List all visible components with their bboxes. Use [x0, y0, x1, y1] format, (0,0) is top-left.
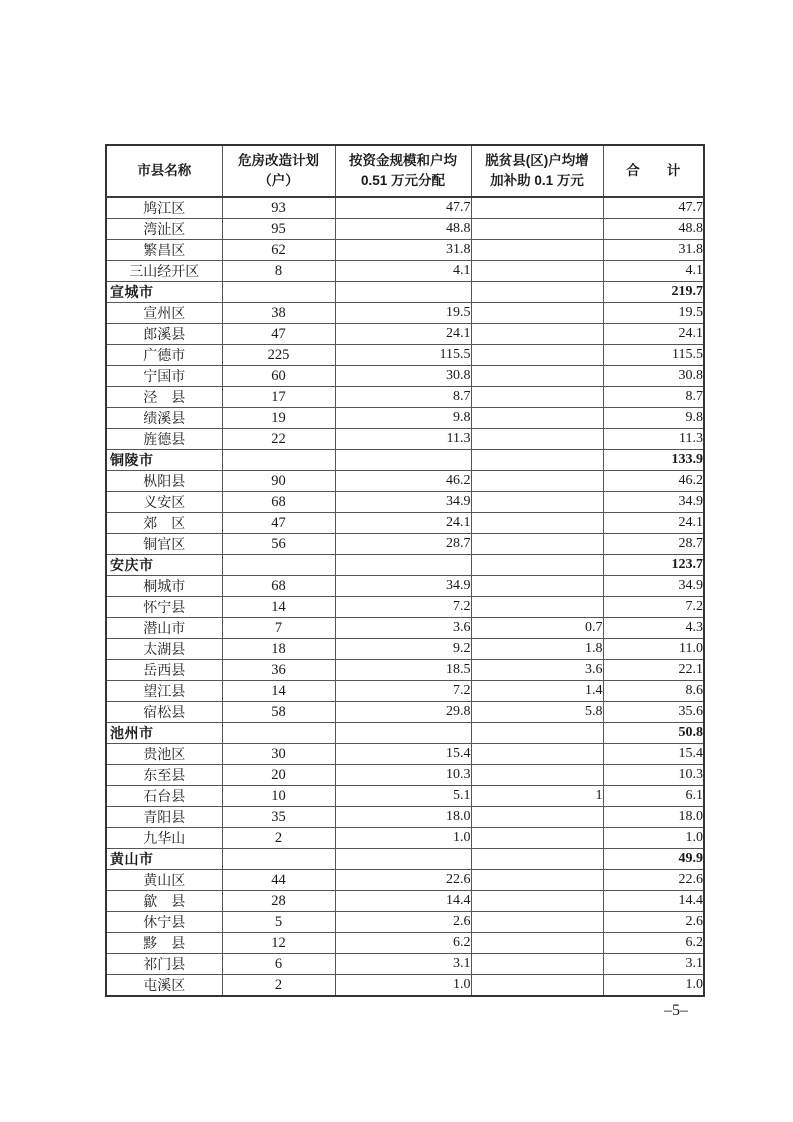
cell-renovation-plan: 93	[222, 197, 335, 219]
city-total-row	[106, 282, 704, 303]
cell-total: 24.1	[603, 513, 704, 534]
cell-poverty-subsidy	[471, 975, 603, 997]
cell-fund-allocation: 5.1	[335, 786, 471, 807]
cell-total: 18.0	[603, 807, 704, 828]
cell-total: 7.2	[603, 597, 704, 618]
county-row	[106, 954, 704, 975]
cell-total: 28.7	[603, 534, 704, 555]
cell-total: 22.6	[603, 870, 704, 891]
cell-renovation-plan: 20	[222, 765, 335, 786]
city-total-row	[106, 555, 704, 576]
cell-poverty-subsidy	[471, 219, 603, 240]
cell-poverty-subsidy	[471, 197, 603, 219]
cell-total: 50.8	[603, 723, 704, 744]
cell-fund-allocation: 34.9	[335, 576, 471, 597]
cell-county-name: 岳西县	[106, 660, 222, 681]
cell-fund-allocation: 6.2	[335, 933, 471, 954]
cell-fund-allocation: 8.7	[335, 387, 471, 408]
county-row	[106, 387, 704, 408]
county-row	[106, 975, 704, 997]
cell-poverty-subsidy	[471, 429, 603, 450]
county-row	[106, 597, 704, 618]
cell-renovation-plan: 47	[222, 324, 335, 345]
cell-total: 19.5	[603, 303, 704, 324]
county-row	[106, 492, 704, 513]
cell-total: 34.9	[603, 576, 704, 597]
cell-renovation-plan: 56	[222, 534, 335, 555]
cell-renovation-plan: 19	[222, 408, 335, 429]
cell-fund-allocation	[335, 450, 471, 471]
cell-fund-allocation: 46.2	[335, 471, 471, 492]
cell-poverty-subsidy	[471, 891, 603, 912]
cell-county-name: 铜陵市	[106, 450, 222, 471]
cell-county-name: 祁门县	[106, 954, 222, 975]
cell-fund-allocation: 1.0	[335, 828, 471, 849]
header-total	[603, 145, 704, 197]
county-row	[106, 702, 704, 723]
cell-county-name: 绩溪县	[106, 408, 222, 429]
cell-renovation-plan: 225	[222, 345, 335, 366]
cell-poverty-subsidy	[471, 282, 603, 303]
cell-total: 4.3	[603, 618, 704, 639]
cell-poverty-subsidy	[471, 912, 603, 933]
cell-total: 47.7	[603, 197, 704, 219]
cell-fund-allocation: 7.2	[335, 597, 471, 618]
cell-fund-allocation: 9.8	[335, 408, 471, 429]
cell-poverty-subsidy: 1	[471, 786, 603, 807]
cell-county-name: 休宁县	[106, 912, 222, 933]
cell-fund-allocation: 24.1	[335, 324, 471, 345]
cell-poverty-subsidy	[471, 828, 603, 849]
county-row	[106, 471, 704, 492]
cell-poverty-subsidy	[471, 576, 603, 597]
cell-poverty-subsidy: 0.7	[471, 618, 603, 639]
cell-county-name: 广德市	[106, 345, 222, 366]
cell-poverty-subsidy	[471, 471, 603, 492]
cell-poverty-subsidy	[471, 408, 603, 429]
header-renovation-plan	[222, 145, 335, 197]
cell-county-name: 鸠江区	[106, 197, 222, 219]
cell-poverty-subsidy	[471, 870, 603, 891]
cell-renovation-plan: 5	[222, 912, 335, 933]
county-row	[106, 576, 704, 597]
cell-renovation-plan: 10	[222, 786, 335, 807]
county-row	[106, 786, 704, 807]
header-renovation-plan-line1: 危房改造计划	[238, 153, 319, 169]
cell-renovation-plan: 17	[222, 387, 335, 408]
cell-county-name: 黄山市	[106, 849, 222, 870]
county-row	[106, 933, 704, 954]
cell-fund-allocation	[335, 555, 471, 576]
cell-total: 48.8	[603, 219, 704, 240]
cell-county-name: 宣州区	[106, 303, 222, 324]
cell-fund-allocation: 14.4	[335, 891, 471, 912]
cell-total: 219.7	[603, 282, 704, 303]
cell-poverty-subsidy	[471, 324, 603, 345]
cell-renovation-plan: 95	[222, 219, 335, 240]
cell-poverty-subsidy	[471, 723, 603, 744]
cell-fund-allocation: 1.0	[335, 975, 471, 997]
county-row	[106, 534, 704, 555]
cell-renovation-plan: 18	[222, 639, 335, 660]
cell-total: 46.2	[603, 471, 704, 492]
cell-fund-allocation: 7.2	[335, 681, 471, 702]
county-row	[106, 660, 704, 681]
cell-renovation-plan: 7	[222, 618, 335, 639]
cell-poverty-subsidy	[471, 513, 603, 534]
cell-county-name: 湾沚区	[106, 219, 222, 240]
cell-poverty-subsidy	[471, 555, 603, 576]
cell-fund-allocation: 30.8	[335, 366, 471, 387]
cell-county-name: 宿松县	[106, 702, 222, 723]
cell-county-name: 黟 县	[106, 933, 222, 954]
county-row	[106, 828, 704, 849]
county-row	[106, 807, 704, 828]
header-poverty-subsidy-line1: 脱贫县(区)户均增	[485, 153, 589, 169]
cell-renovation-plan: 14	[222, 597, 335, 618]
cell-county-name: 铜官区	[106, 534, 222, 555]
cell-county-name: 屯溪区	[106, 975, 222, 997]
cell-county-name: 郊 区	[106, 513, 222, 534]
cell-county-name: 石台县	[106, 786, 222, 807]
cell-fund-allocation: 34.9	[335, 492, 471, 513]
county-row	[106, 408, 704, 429]
county-row	[106, 891, 704, 912]
cell-fund-allocation: 19.5	[335, 303, 471, 324]
city-total-row	[106, 450, 704, 471]
cell-fund-allocation: 115.5	[335, 345, 471, 366]
cell-county-name: 歙 县	[106, 891, 222, 912]
cell-poverty-subsidy: 1.4	[471, 681, 603, 702]
table-header	[106, 145, 704, 197]
cell-fund-allocation: 4.1	[335, 261, 471, 282]
cell-fund-allocation: 22.6	[335, 870, 471, 891]
cell-renovation-plan	[222, 555, 335, 576]
cell-fund-allocation: 29.8	[335, 702, 471, 723]
cell-renovation-plan: 68	[222, 576, 335, 597]
cell-fund-allocation: 3.1	[335, 954, 471, 975]
cell-renovation-plan	[222, 849, 335, 870]
cell-county-name: 三山经开区	[106, 261, 222, 282]
county-row	[106, 744, 704, 765]
county-row	[106, 197, 704, 219]
cell-poverty-subsidy	[471, 366, 603, 387]
cell-renovation-plan: 58	[222, 702, 335, 723]
cell-county-name: 义安区	[106, 492, 222, 513]
page-number: –5–	[664, 1002, 688, 1019]
cell-poverty-subsidy	[471, 534, 603, 555]
cell-renovation-plan: 35	[222, 807, 335, 828]
county-row	[106, 870, 704, 891]
cell-renovation-plan	[222, 450, 335, 471]
cell-poverty-subsidy: 1.8	[471, 639, 603, 660]
cell-renovation-plan: 47	[222, 513, 335, 534]
cell-renovation-plan: 44	[222, 870, 335, 891]
cell-poverty-subsidy	[471, 954, 603, 975]
cell-poverty-subsidy	[471, 492, 603, 513]
cell-renovation-plan: 60	[222, 366, 335, 387]
cell-fund-allocation: 10.3	[335, 765, 471, 786]
cell-fund-allocation	[335, 282, 471, 303]
cell-county-name: 繁昌区	[106, 240, 222, 261]
county-row	[106, 240, 704, 261]
cell-county-name: 太湖县	[106, 639, 222, 660]
cell-county-name: 枞阳县	[106, 471, 222, 492]
cell-county-name: 望江县	[106, 681, 222, 702]
cell-fund-allocation: 18.0	[335, 807, 471, 828]
cell-county-name: 旌德县	[106, 429, 222, 450]
cell-poverty-subsidy	[471, 807, 603, 828]
cell-fund-allocation: 9.2	[335, 639, 471, 660]
header-total-label: 合 计	[626, 163, 681, 179]
cell-total: 30.8	[603, 366, 704, 387]
city-total-row	[106, 849, 704, 870]
cell-county-name: 安庆市	[106, 555, 222, 576]
cell-total: 49.9	[603, 849, 704, 870]
cell-total: 3.1	[603, 954, 704, 975]
county-row	[106, 261, 704, 282]
cell-renovation-plan: 2	[222, 828, 335, 849]
county-row	[106, 618, 704, 639]
cell-county-name: 宁国市	[106, 366, 222, 387]
cell-poverty-subsidy	[471, 849, 603, 870]
cell-renovation-plan: 2	[222, 975, 335, 997]
cell-renovation-plan: 8	[222, 261, 335, 282]
cell-fund-allocation: 18.5	[335, 660, 471, 681]
cell-renovation-plan: 68	[222, 492, 335, 513]
cell-poverty-subsidy	[471, 765, 603, 786]
cell-fund-allocation: 28.7	[335, 534, 471, 555]
cell-fund-allocation	[335, 723, 471, 744]
cell-fund-allocation: 31.8	[335, 240, 471, 261]
cell-poverty-subsidy	[471, 597, 603, 618]
cell-total: 10.3	[603, 765, 704, 786]
cell-poverty-subsidy	[471, 303, 603, 324]
city-total-row	[106, 723, 704, 744]
cell-total: 4.1	[603, 261, 704, 282]
county-row	[106, 639, 704, 660]
cell-renovation-plan	[222, 723, 335, 744]
cell-renovation-plan: 36	[222, 660, 335, 681]
cell-poverty-subsidy	[471, 744, 603, 765]
cell-total: 9.8	[603, 408, 704, 429]
cell-total: 11.3	[603, 429, 704, 450]
header-fund-allocation-line1: 按资金规模和户均	[349, 153, 457, 169]
cell-county-name: 青阳县	[106, 807, 222, 828]
cell-total: 133.9	[603, 450, 704, 471]
cell-renovation-plan: 22	[222, 429, 335, 450]
cell-fund-allocation: 3.6	[335, 618, 471, 639]
cell-total: 14.4	[603, 891, 704, 912]
cell-poverty-subsidy	[471, 387, 603, 408]
county-row	[106, 513, 704, 534]
header-poverty-subsidy	[471, 145, 603, 197]
cell-county-name: 潜山市	[106, 618, 222, 639]
cell-county-name: 贵池区	[106, 744, 222, 765]
header-poverty-subsidy-line2: 加补助 0.1 万元	[490, 173, 584, 188]
cell-fund-allocation: 47.7	[335, 197, 471, 219]
cell-county-name: 黄山区	[106, 870, 222, 891]
county-row	[106, 765, 704, 786]
header-renovation-plan-line2: （户）	[258, 173, 299, 188]
cell-total: 115.5	[603, 345, 704, 366]
cell-poverty-subsidy	[471, 261, 603, 282]
cell-total: 24.1	[603, 324, 704, 345]
header-fund-allocation	[335, 145, 471, 197]
cell-total: 8.7	[603, 387, 704, 408]
cell-county-name: 怀宁县	[106, 597, 222, 618]
cell-renovation-plan: 28	[222, 891, 335, 912]
cell-total: 15.4	[603, 744, 704, 765]
header-city-name-label: 市县名称	[137, 163, 192, 179]
cell-county-name: 池州市	[106, 723, 222, 744]
cell-renovation-plan: 90	[222, 471, 335, 492]
cell-fund-allocation	[335, 849, 471, 870]
county-row	[106, 912, 704, 933]
cell-total: 1.0	[603, 828, 704, 849]
cell-county-name: 郎溪县	[106, 324, 222, 345]
cell-renovation-plan: 62	[222, 240, 335, 261]
county-row	[106, 681, 704, 702]
cell-renovation-plan: 6	[222, 954, 335, 975]
cell-total: 22.1	[603, 660, 704, 681]
cell-fund-allocation: 24.1	[335, 513, 471, 534]
cell-poverty-subsidy	[471, 240, 603, 261]
cell-county-name: 泾 县	[106, 387, 222, 408]
cell-total: 35.6	[603, 702, 704, 723]
cell-total: 8.6	[603, 681, 704, 702]
cell-renovation-plan: 12	[222, 933, 335, 954]
header-city-name	[106, 145, 222, 197]
cell-total: 34.9	[603, 492, 704, 513]
header-fund-allocation-line2: 0.51 万元分配	[360, 173, 446, 188]
county-row	[106, 324, 704, 345]
cell-total: 2.6	[603, 912, 704, 933]
cell-total: 11.0	[603, 639, 704, 660]
cell-poverty-subsidy	[471, 450, 603, 471]
county-row	[106, 366, 704, 387]
cell-poverty-subsidy: 5.8	[471, 702, 603, 723]
cell-renovation-plan: 38	[222, 303, 335, 324]
cell-county-name: 东至县	[106, 765, 222, 786]
cell-poverty-subsidy	[471, 933, 603, 954]
county-row	[106, 429, 704, 450]
cell-total: 6.2	[603, 933, 704, 954]
cell-total: 123.7	[603, 555, 704, 576]
table-body	[106, 197, 704, 996]
cell-renovation-plan: 14	[222, 681, 335, 702]
cell-total: 1.0	[603, 975, 704, 997]
cell-poverty-subsidy	[471, 345, 603, 366]
cell-county-name: 九华山	[106, 828, 222, 849]
cell-fund-allocation: 48.8	[335, 219, 471, 240]
cell-total: 6.1	[603, 786, 704, 807]
cell-county-name: 桐城市	[106, 576, 222, 597]
cell-fund-allocation: 2.6	[335, 912, 471, 933]
cell-fund-allocation: 11.3	[335, 429, 471, 450]
county-row	[106, 219, 704, 240]
cell-poverty-subsidy: 3.6	[471, 660, 603, 681]
cell-renovation-plan: 30	[222, 744, 335, 765]
subsidy-allocation-table	[105, 144, 705, 997]
county-row	[106, 345, 704, 366]
header-row	[106, 145, 704, 197]
cell-total: 31.8	[603, 240, 704, 261]
cell-renovation-plan	[222, 282, 335, 303]
cell-county-name: 宣城市	[106, 282, 222, 303]
cell-fund-allocation: 15.4	[335, 744, 471, 765]
county-row	[106, 303, 704, 324]
